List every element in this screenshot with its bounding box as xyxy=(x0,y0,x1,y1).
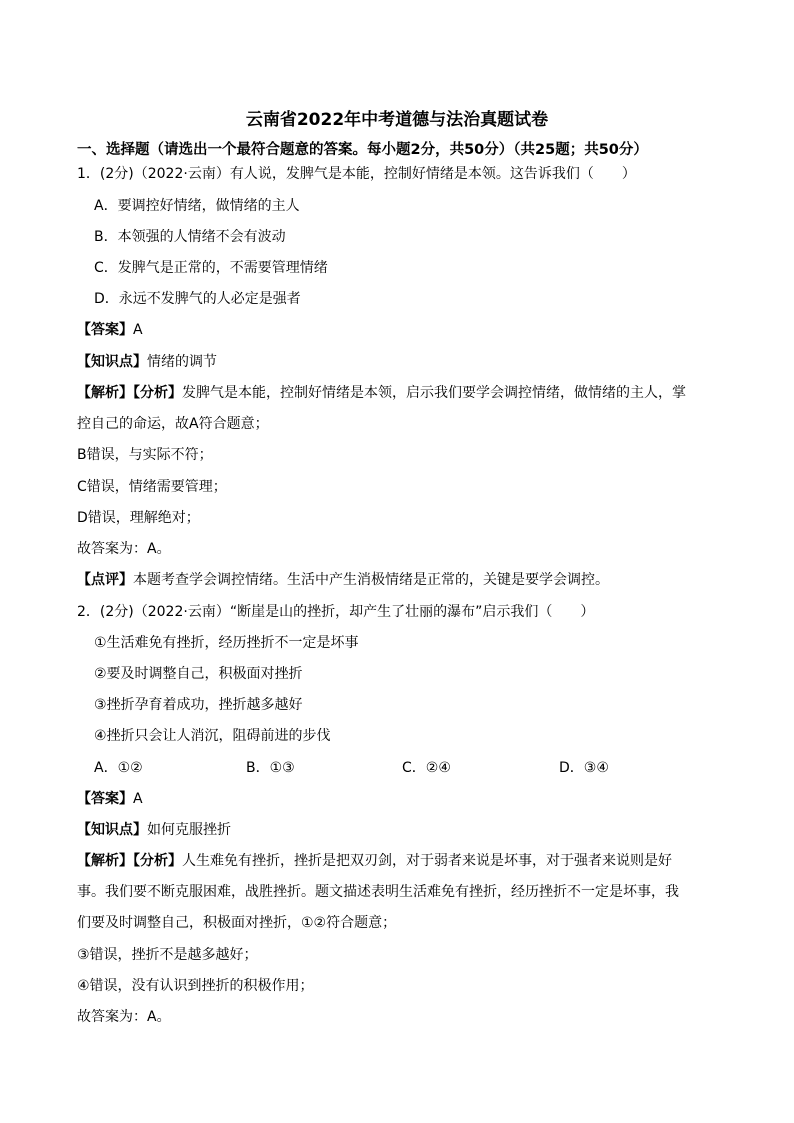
question-1-option-a: A．要调控好情绪，做情绪的主人 xyxy=(94,198,300,214)
question-1-option-b: B．本领强的人情绪不会有波动 xyxy=(94,229,286,245)
question-1-conclusion: 故答案为：A。 xyxy=(77,541,171,557)
question-1-option-c: C．发脾气是正常的，不需要管理情绪 xyxy=(94,260,328,276)
question-2-statement-4: ④挫折只会让人消沉，阻碍前进的步伐 xyxy=(94,728,331,744)
question-2-conclusion: 故答案为：A。 xyxy=(77,1009,171,1025)
comment-text: 本题考查学会调控情绪。生活中产生消极情绪是正常的，关键是要学会调控。 xyxy=(133,572,609,588)
question-2-choice-c: C．②④ xyxy=(402,760,451,776)
question-1-comment xyxy=(77,570,609,590)
question-1-analysis-line: B错误，与实际不符； xyxy=(77,447,213,463)
question-2-choice-a: A．①② xyxy=(94,760,143,776)
page-title: 云南省2022年中考道德与法治真题试卷 xyxy=(245,110,549,130)
answer-tag: 【答案】 xyxy=(77,322,133,338)
question-2-statement-3: ③挫折孕育着成功，挫折越多越好 xyxy=(94,697,303,713)
section-heading: 一、选择题（请选出一个最符合题意的答案。每小题2分，共50分）（共25题；共50分） xyxy=(77,142,648,158)
comment-tag: 【点评】 xyxy=(77,572,133,588)
question-1-analysis-line: C错误，情绪需要管理； xyxy=(77,479,227,495)
question-2-statement-1: ①生活难免有挫折，经历挫折不一定是坏事 xyxy=(94,635,359,651)
question-1-stem: 1．(2分)（2022·云南）有人说，发脾气是本能，控制好情绪是本领。这告诉我们（ ） xyxy=(77,166,636,182)
question-2-stem: 2．(2分)（2022·云南）“断崖是山的挫折，却产生了壮丽的瀑布”启示我们（ ） xyxy=(77,604,595,620)
knowledge-tag: 【知识点】 xyxy=(77,822,147,838)
knowledge-value: 如何克服挫折 xyxy=(147,822,231,838)
question-2-choice-d: D．③④ xyxy=(559,760,609,776)
analysis-text: 人生难免有挫折，挫折是把双刃剑，对于弱者来说是坏事，对于强者来说则是好 xyxy=(182,853,672,869)
question-2-analysis-line: 们要及时调整自己，积极面对挫折，①②符合题意； xyxy=(77,915,397,931)
question-1-answer xyxy=(77,320,143,340)
question-2-knowledge xyxy=(77,820,231,840)
question-2-choice-b: B．①③ xyxy=(246,760,295,776)
answer-value: A xyxy=(133,791,143,807)
knowledge-value: 情绪的调节 xyxy=(147,354,217,370)
question-2-analysis-line: ③错误，挫折不是越多越好； xyxy=(77,947,258,963)
analysis-tag: 【解析】【分析】 xyxy=(77,853,182,869)
question-2-analysis-line: ④错误，没有认识到挫折的积极作用； xyxy=(77,978,314,994)
question-1-analysis-line: D错误，理解绝对； xyxy=(77,510,200,526)
question-2-answer xyxy=(77,789,143,809)
question-2-statement-2: ②要及时调整自己，积极面对挫折 xyxy=(94,666,303,682)
knowledge-tag: 【知识点】 xyxy=(77,354,147,370)
question-1-knowledge xyxy=(77,352,217,372)
question-2-choices xyxy=(94,758,674,778)
question-2-analysis xyxy=(77,851,672,871)
answer-tag: 【答案】 xyxy=(77,791,133,807)
answer-value: A xyxy=(133,322,143,338)
question-1-analysis-line: 控自己的命运，故A符合题意； xyxy=(77,416,269,432)
analysis-text: 发脾气是本能，控制好情绪是本领，启示我们要学会调控情绪，做情绪的主人，掌 xyxy=(182,385,686,401)
question-1-analysis xyxy=(77,383,686,403)
question-2-analysis-line: 事。我们要不断克服困难，战胜挫折。题文描述表明生活难免有挫折，经历挫折不一定是坏事，我 xyxy=(77,884,679,900)
question-1-option-d: D．永远不发脾气的人必定是强者 xyxy=(94,291,301,307)
analysis-tag: 【解析】【分析】 xyxy=(77,385,182,401)
